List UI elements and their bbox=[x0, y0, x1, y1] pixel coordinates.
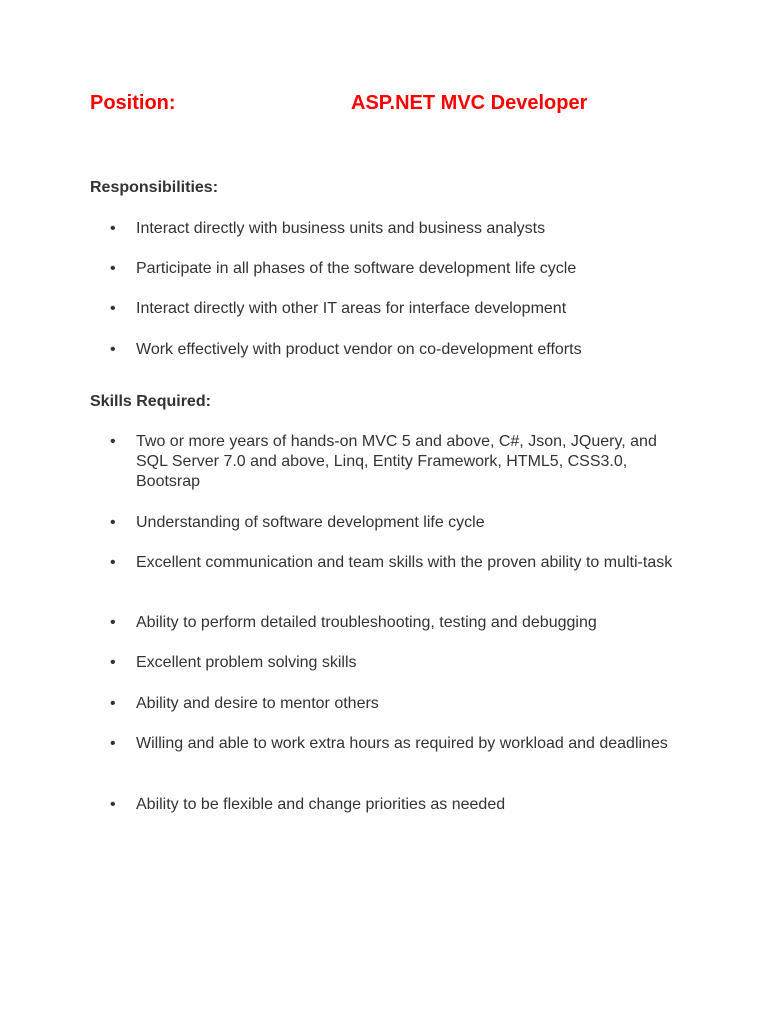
bullet-icon: • bbox=[110, 300, 116, 317]
list-item-text: Ability and desire to mentor others bbox=[136, 695, 379, 712]
bullet-icon: • bbox=[110, 514, 116, 531]
list-item-text: Excellent communication and team skills with the proven ability to multi-task bbox=[136, 554, 673, 571]
list-item-text: Interact directly with other IT areas for interface development bbox=[136, 300, 567, 317]
list-item-text: Willing and able to work extra hours as required by workload and deadlines bbox=[136, 735, 668, 752]
bullet-icon: • bbox=[110, 735, 116, 752]
bullet-icon: • bbox=[110, 796, 116, 813]
position-label: Position: bbox=[90, 92, 176, 114]
bullet-icon: • bbox=[110, 220, 116, 237]
position-title: ASP.NET MVC Developer bbox=[351, 92, 588, 114]
list-item-text: Work effectively with product vendor on co-development efforts bbox=[136, 341, 582, 358]
list-item-text: Ability to be flexible and change priorities as needed bbox=[136, 796, 506, 813]
list-item-text: Participate in all phases of the software development life cycle bbox=[136, 260, 577, 277]
list-item-text: Excellent problem solving skills bbox=[136, 654, 357, 671]
list-item-text: Two or more years of hands-on MVC 5 and above, C#, Json, JQuery, and SQL Server 7.0 and above, Linq, Entity Framework, HTML5, CSS3.0, Bootsrap bbox=[136, 433, 657, 490]
skills-heading: Skills Required: bbox=[90, 393, 211, 410]
list-item-text: Interact directly with business units and business analysts bbox=[136, 220, 546, 237]
list-item-text: Understanding of software development life cycle bbox=[136, 514, 485, 531]
bullet-icon: • bbox=[110, 614, 116, 631]
list-item-text: Ability to perform detailed troubleshooting, testing and debugging bbox=[136, 614, 597, 631]
responsibilities-heading: Responsibilities: bbox=[90, 179, 219, 196]
bullet-icon: • bbox=[110, 695, 116, 712]
position-header bbox=[90, 92, 690, 118]
bullet-icon: • bbox=[110, 433, 116, 450]
bullet-icon: • bbox=[110, 341, 116, 358]
bullet-icon: • bbox=[110, 260, 116, 277]
bullet-icon: • bbox=[110, 654, 116, 671]
bullet-icon: • bbox=[110, 554, 116, 571]
